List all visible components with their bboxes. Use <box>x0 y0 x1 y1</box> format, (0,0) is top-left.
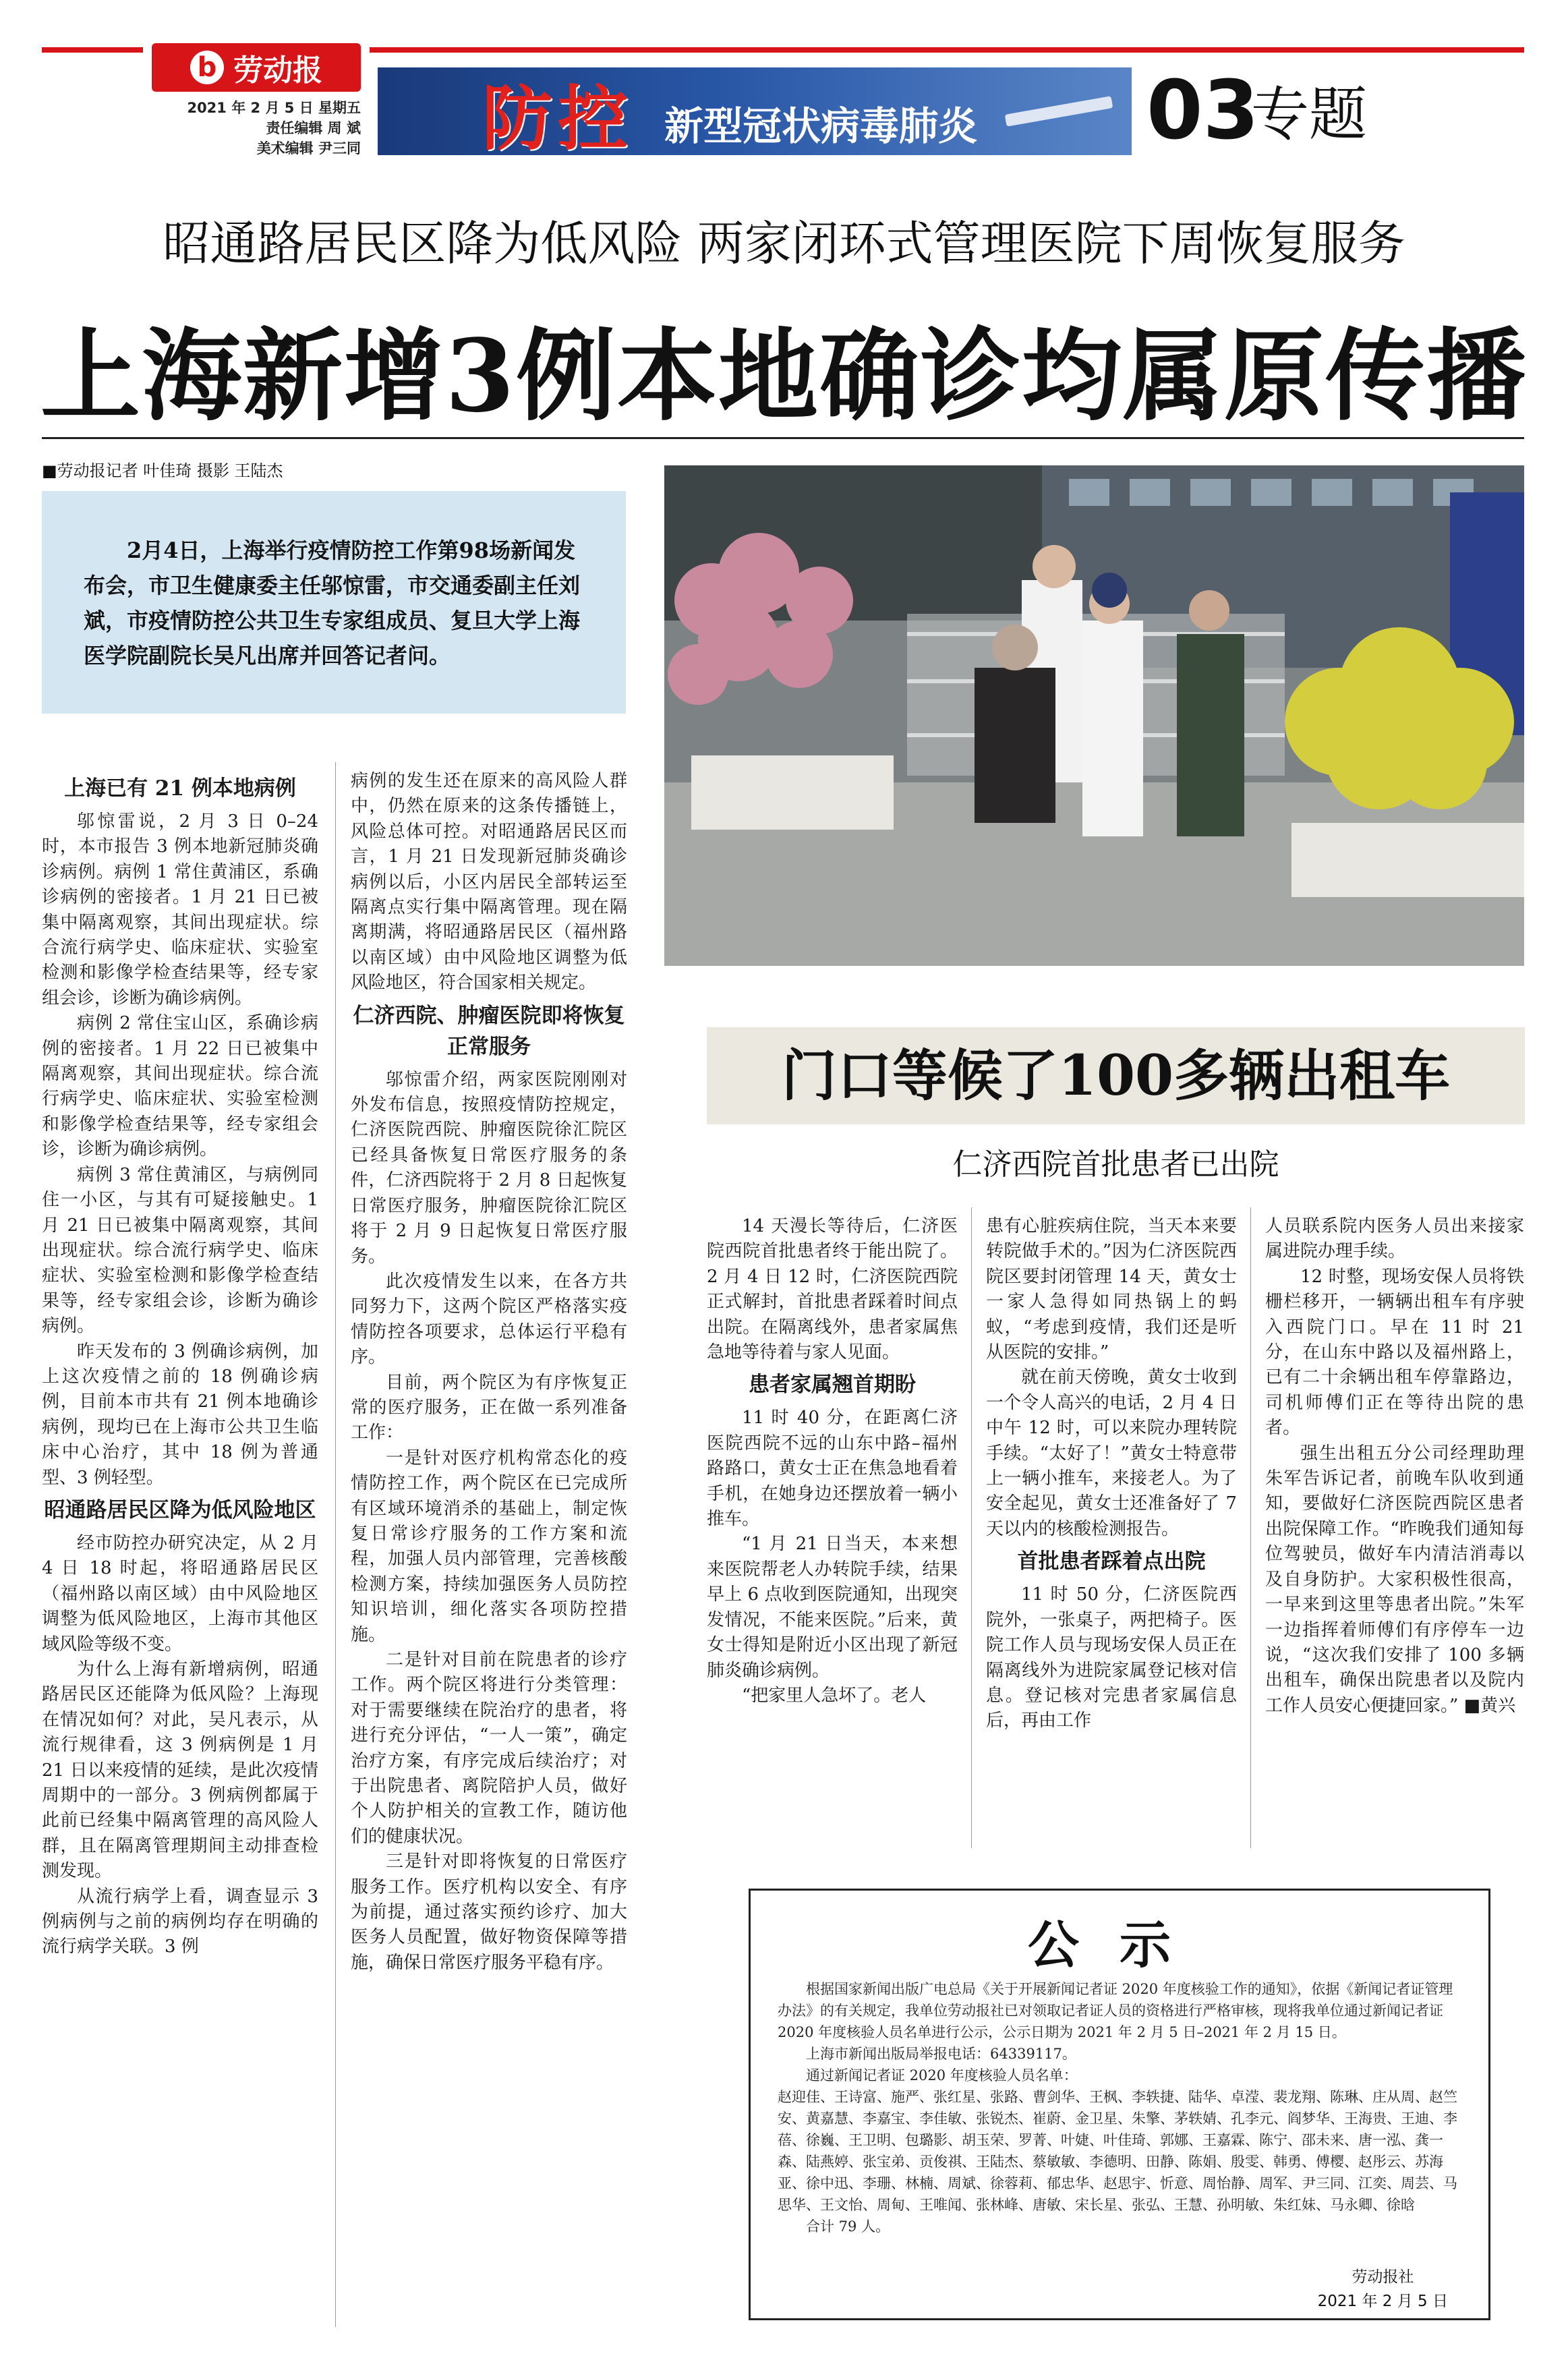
public-notice <box>749 1889 1490 2320</box>
col2-paragraph-6: 二是针对目前在院患者的诊疗工作。两个院区将进行分类管理：对于需要继续在院治疗的患者，将进行充分评估，“一人一策”，确定治疗方案，有序完成后续治疗；对于出院患者、离院陪护人员，做好个人防护相关的宣教工作，随访他们的健康状况。 <box>351 1650 627 1847</box>
col3-heading-1: 患者家属翘首期盼 <box>749 1373 916 1398</box>
column-5 <box>1265 1214 1524 1719</box>
news-photo <box>664 465 1524 966</box>
column-divider-3 <box>1250 1207 1251 1848</box>
col4-paragraph-2: 就在前天傍晚，黄女士收到一个令人高兴的电话，2 月 4 日中午 12 时，可以来院办理转院手续。“太好了！”黄女士特意带上一辆小推车，来接老人。为了安全起见，黄女士还准备好了 7 天以内的核酸检测报告。 <box>986 1367 1237 1539</box>
notice-title: 公示 <box>1028 1915 1211 1975</box>
syringe-icon <box>1005 96 1113 127</box>
col1-paragraph-3: 病例 3 常住黄浦区，与病例同住一小区，与其有可疑接触史。1 月 21 日已被集中隔离观察，其间出现症状。综合流行病学史、临床症状、实验室检测和影像学检查结果等，经专家组会诊，诊断为确诊病例。 <box>42 1164 318 1337</box>
notice-name-list: 赵迎佳、王诗富、施严、张红星、张路、曹剑华、王枫、李轶捷、陆华、卓滢、裴龙翔、陈琳、庄从周、赵竺安、黄嘉慧、李嘉宝、李佳敏、张锐杰、崔蔚、金卫星、朱擎、茅轶婧、孔李元、阎梦华、王海贵、王迪、李蓓、徐巍、王卫明、包璐影、胡玉荣、罗菁、叶婕、叶佳琦、郭娜、王嘉霖、陈宁、邵未来、唐一泓、龚一森、陆燕婷、张宝弟、贡俊祺、王陆杰、蔡敏敏、李德明、田静、陈娟、殷雯、韩勇、傅樱、赵彤云、苏海亚、徐中迅、李珊、林楠、周斌、徐蓉莉、郁忠华、赵思宇、忻意、周怡静、周军、尹三同、江奕、周芸、马思华、王文怡、周甸、王唯闻、张林峰、唐敏、宋长星、张弘、王慧、孙明敏、朱红妹、马永卿、徐晗 <box>778 2089 1457 2213</box>
col1-paragraph-5: 经市防控办研究决定，从 2 月 4 日 18 时起，将昭通路居民区（福州路以南区域）由中风险地区调整为低风险地区，上海市其他区域风险等级不变。 <box>42 1532 318 1655</box>
notice-signature-org: 劳动报社 <box>1352 2268 1414 2286</box>
column-divider-1 <box>335 762 336 2327</box>
col4-paragraph-3: 11 时 50 分，仁济医院西院外，一张桌子，两把椅子。医院工作人员与现场安保人员正在隔离线外为进院家属登记核对信息。登记核对完患者家属信息后，再由工作 <box>986 1584 1237 1731</box>
headline: 上海新增3例本地确诊均属原传播 <box>40 317 1528 434</box>
col1-heading-1: 上海已有 21 例本地病例 <box>64 776 296 801</box>
box-story-subtitle: 仁济西院首批患者已出院 <box>952 1147 1279 1182</box>
logo-text: 劳动报 <box>233 53 322 88</box>
col1-paragraph-6: 为什么上海有新增病例，昭通路居民区还能降为低风险？上海现在情况如何？对此，吴凡表示，从流行规律看，这 3 例病例是 1 月 21 日以来疫情的延续，是此次疫情周期中的一部分。3 例病例都属于此前已经集中隔离管理的高风险人群，且在隔离管理期间主动排查检测发现。 <box>42 1659 318 1882</box>
col1-paragraph-4: 昨天发布的 3 例确诊病例，加上这次疫情之前的 18 例确诊病例，目前本市共有 21 例本地确诊病例，现均已在上海市公共卫生临床中心治疗，其中 18 例为普通型、3 例轻型。 <box>42 1341 318 1488</box>
subheadline: 昭通路居民区降为低风险 两家闭环式管理医院下周恢复服务 <box>163 216 1405 271</box>
col2-paragraph-5: 一是针对医疗机构常态化的疫情防控工作，两个院区在已完成所有区域环境消杀的基础上，制定恢复日常诊疗服务的工作方案和流程，加强人员内部管理，完善核酸检测方案，持续加强医务人员防控知识培训，细化落实各项防控措施。 <box>351 1447 627 1645</box>
notice-signature-date: 2021 年 2 月 5 日 <box>1317 2293 1448 2310</box>
issue-date: 2021 年 2 月 5 日 星期五 <box>187 100 361 116</box>
box-story-title: 门口等候了100多辆出租车 <box>707 1027 1525 1124</box>
notice-body <box>778 1978 1465 2237</box>
col4-heading-1: 首批患者踩着点出院 <box>1017 1549 1206 1574</box>
notice-paragraph-1: 根据国家新闻出版广电总局《关于开展新闻记者证 2020 年度核验工作的通知》，依据《新闻记者证管理办法》的有关规定，我单位劳动报社已对领取记者证人员的资格进行严格审核，现将我单位通过新闻记者证 2020 年度核验人员名单进行公示，公示日期为 2021 年 2 月 5 日–2021 年 2 月 15 日。 <box>778 1981 1453 2040</box>
col2-paragraph-4: 目前，两个院区为有序恢复正常的医疗服务，正在做一系列准备工作： <box>351 1372 627 1443</box>
col3-paragraph-3: “1 月 21 日当天，本来想来医院帮老人办转院手续，结果早上 6 点收到医院通知，出现突发情况，不能来医院。”后来，黄女士得知是附近小区出现了新冠肺炎确诊病例。 <box>707 1534 958 1681</box>
page-section: 专题 <box>1251 81 1367 148</box>
top-red-rule-left <box>42 47 143 53</box>
col4-paragraph-1: 患有心脏疾病住院，当天本来要转院做手术的。”因为仁济医院西院区要封闭管理 14 天，黄女士一家人急得如同热锅上的蚂蚁，“考虑到疫情，我们还是听从医院的安排。” <box>986 1216 1237 1363</box>
column-1 <box>42 769 318 1960</box>
lead-paragraph: 2月4日，上海举行疫情防控工作第98场新闻发布会，市卫生健康委主任邬惊雷，市交通委副主任刘斌，市疫情防控公共卫生专家组成员、复旦大学上海医学院副院长吴凡出席并回答记者问。 <box>42 491 626 714</box>
section-banner <box>378 67 1132 160</box>
col3-paragraph-2: 11 时 40 分，在距离仁济医院西院不远的山东中路–福州路路口，黄女士正在焦急地看着手机，在她身边还摆放着一辆小推车。 <box>707 1408 958 1530</box>
issue-art-editor: 美术编辑 尹三同 <box>256 140 361 156</box>
column-3 <box>707 1214 958 1708</box>
issue-editor: 责任编辑 周 斌 <box>266 120 361 136</box>
column-divider-2 <box>971 1207 972 1848</box>
notice-hotline: 上海市新闻出版局举报电话：64339117。 <box>806 2046 1076 2062</box>
notice-signature <box>1318 2265 1448 2314</box>
col2-paragraph-7: 三是针对即将恢复的日常医疗服务工作。医疗机构以安全、有序为前提，通过落实预约诊疗、加大医务人员配置，做好物资保障等措施，确保日常医疗服务平稳有序。 <box>351 1851 627 1973</box>
issue-meta <box>169 98 361 159</box>
col5-paragraph-1: 人员联系院内医务人员出来接家属进院办理手续。 <box>1265 1216 1524 1262</box>
col5-paragraph-3: 强生出租五分公司经理助理朱军告诉记者，前晚车队收到通知，要做好仁济医院西院区患者出院保障工作。“昨晚我们通知每位驾驶员，做好车内清洁消毒以及自身防护。大家积极性很高，一早来到这里等患者出院。”朱军一边指挥着师傅们有序停车一边说，“这次我们安排了 100 多辆出租车，确保出院患者以及院内工作人员安心便捷回家。” ■黄兴 <box>1265 1443 1524 1716</box>
photo-illustration <box>664 465 1524 966</box>
page-number: 03 <box>1146 64 1259 158</box>
col2-paragraph-3: 此次疫情发生以来，在各方共同努力下，这两个院区严格落实疫情防控各项要求，总体运行平稳有序。 <box>351 1271 627 1368</box>
col1-paragraph-1: 邬惊雷说，2 月 3 日 0–24 时，本市报告 3 例本地新冠肺炎确诊病例。病例 1 常住黄浦区，系确诊病例的密接者。1 月 21 日已被集中隔离观察，其间出现症状。综合流行病学史、临床症状、实验室检测和影像学检查结果等，经专家组会诊，诊断为确诊病例。 <box>42 811 318 1008</box>
notice-total: 合计 79 人。 <box>806 2218 890 2235</box>
banner-subtitle: 新型冠状病毒肺炎 <box>664 103 978 149</box>
col2-paragraph-1: 病例的发生还在原来的高风险人群中，仍然在原来的这条传播链上，风险总体可控。对昭通路居民区而言，1 月 21 日发现新冠肺炎确诊病例以后，小区内居民全部转运至隔离点实行集中隔离管理。现在隔离期满，将昭通路居民区（福州路以南区域）由中风险地区调整为低风险地区，符合国家相关规定。 <box>351 771 627 994</box>
logo-mark-icon: b <box>190 51 224 84</box>
col3-paragraph-1: 14 天漫长等待后，仁济医院西院首批患者终于能出院了。2 月 4 日 12 时，仁济医院西院正式解封，首批患者踩着时间点出院。在隔离线外，患者家属焦急地等待着与家人见面。 <box>707 1216 958 1363</box>
newspaper-logo <box>152 43 361 92</box>
col2-heading-1: 仁济西院、肿瘤医院即将恢复正常服务 <box>353 1003 625 1059</box>
col1-heading-2: 昭通路居民区降为低风险地区 <box>44 1497 316 1522</box>
byline: ■劳动报记者 叶佳琦 摄影 王陆杰 <box>42 461 283 480</box>
col5-paragraph-2: 12 时整，现场安保人员将铁栅栏移开，一辆辆出租车有序驶入西院门口。早在 11 时 21 分，在山东中路以及福州路上，已有二十余辆出租车停靠路边，司机师傅们正在等待出院的患者。 <box>1265 1266 1524 1439</box>
col2-paragraph-2: 邬惊雷介绍，两家医院刚刚对外发布信息，按照疫情防控规定，仁济医院西院、肿瘤医院徐汇院区已经具备恢复日常医疗服务的条件，仁济西院将于 2 月 8 日起恢复日常医疗服务，肿瘤医院徐汇院区将于 2 月 9 日起恢复日常医疗服务。 <box>351 1069 627 1267</box>
top-red-rule-right <box>370 47 1524 53</box>
notice-list-heading: 通过新闻记者证 2020 年度核验人员名单： <box>806 2067 1078 2084</box>
col1-paragraph-2: 病例 2 常住宝山区，系确诊病例的密接者。1 月 22 日已被集中隔离观察，其间出现症状。综合流行病学史、临床症状、实验室检测和影像学检查结果等，经专家组会诊，诊断为确诊病例。 <box>42 1013 318 1160</box>
col3-paragraph-4: “把家里人急坏了。老人 <box>742 1685 927 1706</box>
banner-title: 防控 <box>482 77 634 160</box>
column-4 <box>986 1214 1237 1734</box>
col1-paragraph-7: 从流行病学上看，调查显示 3 例病例与之前的病例均存在明确的流行病学关联。3 例 <box>42 1886 318 1957</box>
column-2 <box>351 769 627 1976</box>
headline-rule <box>42 437 1524 439</box>
